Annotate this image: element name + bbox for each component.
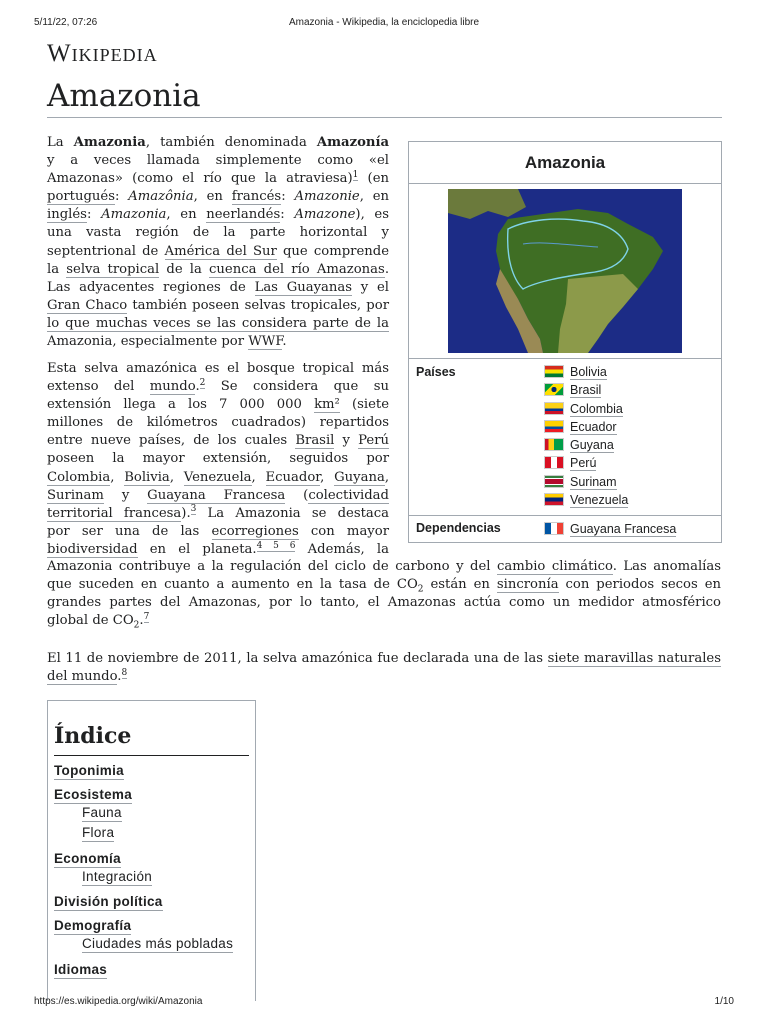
link-brasil[interactable]: Brasil (295, 433, 335, 449)
bolivia-flag-icon (544, 365, 564, 378)
infobox-label-dependencias: Dependencias (416, 521, 501, 535)
toc-subitem[interactable]: Flora (82, 825, 115, 840)
infobox-country[interactable]: Venezuela (544, 491, 628, 509)
link-guayana-francesa[interactable]: Guayana Francesa (147, 487, 286, 503)
brazil-flag-icon (544, 383, 564, 396)
infobox-country[interactable]: Brasil (544, 381, 628, 399)
maravillas-paragraph: El 11 de noviembre de 2011, la selva amazónica fue declarada una de las siete maravillas naturales del mundo.$^8$ (47, 651, 721, 685)
link-colectividad[interactable]: colectividad (308, 487, 389, 503)
link-peru[interactable]: Perú (358, 433, 389, 449)
print-doc-title: Amazonia - Wikipedia, la enciclopedia libre (288, 17, 480, 28)
link-ecuador[interactable]: Ecuador (265, 469, 321, 485)
extension-paragraph-continued: Amazonia contribuye a la regulación del ciclo de carbono y del cambio climático. Las anomalías que suceden en cuanto a aumento en la tasa de $CO_2$ están en sincronía con periodos secos en grandes partes del Amazonas, por lo tanto, el Amazonas actúa como un medidor atmosférico global de $CO_2.^7$ (47, 559, 722, 631)
link-guyana[interactable]: Guyana (334, 469, 385, 485)
link-ecorregiones[interactable]: ecorregiones (211, 523, 299, 539)
extension-paragraph: Esta selva amazónica es el bosque tropical más extenso del mundo.$^2$ Se considera que su extensión llega a los 7 000 000 km² (siete millones de kilómetros cuadrados) repartidos entre nueve países, de los cuales Brasil y Perú poseen la mayor extensión, seguidos por Colombia, Bolivia, Venezuela, Ecuador, Guyana, Surinam y Guayana Francesa (colectividad territorial francesa).$^3$ La Amazonia se destaca por ser una de las ecorregiones con mayor biodiversidad en el planeta.$^{4 5 6}$ Además, la (47, 361, 390, 557)
peru-flag-icon (544, 456, 564, 469)
infobox-dependency[interactable]: Guayana Francesa (544, 520, 676, 538)
toc-title: Índice (54, 723, 132, 749)
link-siete-maravillas[interactable]: siete maravillas naturales (547, 651, 721, 666)
link-wwf[interactable]: WWF (248, 334, 283, 350)
title-divider (47, 117, 722, 118)
infobox-country[interactable]: Surinam (544, 473, 628, 491)
intro-paragraph: La Amazonia, también denominada Amazonía y a veces llamada simplemente como «el Amazonas» (como el río que la atraviesa)$^1$ (en portugués: Amazônia, en francés: Amazonie, en inglés: Amazonia, en neerlandés: Amazone), es una vasta región de la parte horizontal y septentrional de América del Sur que comprende la selva tropical de la cuenca del río Amazonas. Las adyacentes regiones de Las Guayanas y el Gran Chaco también poseen selvas tropicales, por lo que muchas veces se las considera parte de la Amazonia, especialmente por WWF. (47, 135, 390, 350)
toc-divider (54, 755, 249, 756)
infobox-country[interactable]: Perú (544, 454, 628, 472)
link-cambio-climatico[interactable]: cambio climático (497, 559, 613, 574)
toc-item[interactable]: Economía (54, 851, 121, 866)
ref-3[interactable]: 3 (190, 504, 197, 515)
infobox-map-container (409, 184, 721, 359)
ref-8[interactable]: 8 (121, 667, 128, 678)
infobox-country[interactable]: Bolivia (544, 363, 628, 381)
ref-1[interactable]: 1 (352, 169, 359, 180)
france-flag-icon (544, 522, 564, 535)
toc-item[interactable]: Toponimia (54, 763, 124, 778)
ref-4-5-6[interactable]: 4 5 6 (256, 540, 296, 551)
link-sincronia[interactable]: sincronía (496, 577, 559, 593)
link-del-mundo[interactable]: del mundo (47, 669, 118, 685)
toc-item[interactable]: Ecosistema (54, 787, 133, 802)
toc-subitem[interactable]: Integración (82, 869, 153, 884)
link-gran-chaco[interactable]: Gran Chaco (47, 297, 128, 313)
venezuela-flag-icon (544, 493, 564, 506)
link-portugues[interactable]: portugués (47, 189, 115, 205)
link-america-del-sur[interactable]: América del Sur (164, 243, 277, 259)
infobox-country[interactable]: Guyana (544, 436, 628, 454)
link-las-guayanas[interactable]: Las Guayanas (254, 279, 353, 295)
infobox-title: Amazonia (409, 142, 721, 184)
infobox-country[interactable]: Ecuador (544, 418, 628, 436)
link-bolivia[interactable]: Bolivia (124, 469, 170, 485)
ref-7[interactable]: 7 (143, 611, 150, 622)
infobox-dependencies-list (544, 520, 676, 538)
toc-item[interactable]: División política (54, 894, 163, 909)
infobox-label-paises: Países (416, 365, 456, 379)
guyana-flag-icon (544, 438, 564, 451)
link-surinam[interactable]: Surinam (47, 487, 104, 503)
toc-subitem[interactable]: Fauna (82, 805, 122, 820)
link-km2[interactable]: km² (314, 397, 340, 413)
link-mundo[interactable]: mundo (149, 379, 196, 395)
ecuador-flag-icon (544, 420, 564, 433)
toc-item[interactable]: Idiomas (54, 962, 108, 977)
link-biodiversidad[interactable]: biodiversidad (47, 541, 138, 557)
link-ingles[interactable]: inglés (47, 207, 87, 223)
suriname-flag-icon (544, 475, 564, 488)
table-of-contents (47, 700, 256, 1001)
link-cuenca-amazonas[interactable]: cuenca del río Amazonas (209, 261, 385, 277)
amazonia-satellite-map-icon[interactable] (448, 189, 682, 353)
page-title: Amazonia (47, 78, 201, 114)
wikipedia-logo[interactable] (47, 40, 158, 68)
infobox-divider (409, 515, 721, 516)
ref-2[interactable]: 2 (199, 377, 206, 388)
wikipedia-wordmark: Wikipedia (47, 40, 158, 67)
toc-item[interactable]: Demografía (54, 918, 132, 933)
colombia-flag-icon (544, 402, 564, 415)
infobox (408, 141, 722, 543)
link-neerlandes[interactable]: neerlandés (206, 207, 281, 223)
infobox-country[interactable]: Colombia (544, 400, 628, 418)
print-datetime: 5/11/22, 07:26 (34, 17, 98, 28)
toc-subitem[interactable]: Ciudades más pobladas (82, 936, 234, 951)
print-url: https://es.wikipedia.org/wiki/Amazonia (34, 996, 203, 1007)
link-selva-tropical[interactable]: selva tropical (66, 261, 160, 277)
link-lo-que-muchas-veces[interactable]: lo que muchas veces se las considera parte de la (47, 315, 389, 331)
print-page-number: 1/10 (714, 996, 734, 1007)
infobox-countries-list (544, 363, 628, 509)
link-colombia[interactable]: Colombia (47, 469, 111, 485)
link-venezuela[interactable]: Venezuela (183, 469, 252, 485)
link-frances[interactable]: francés (231, 189, 282, 205)
link-territorial-francesa[interactable]: territorial francesa (47, 505, 182, 521)
